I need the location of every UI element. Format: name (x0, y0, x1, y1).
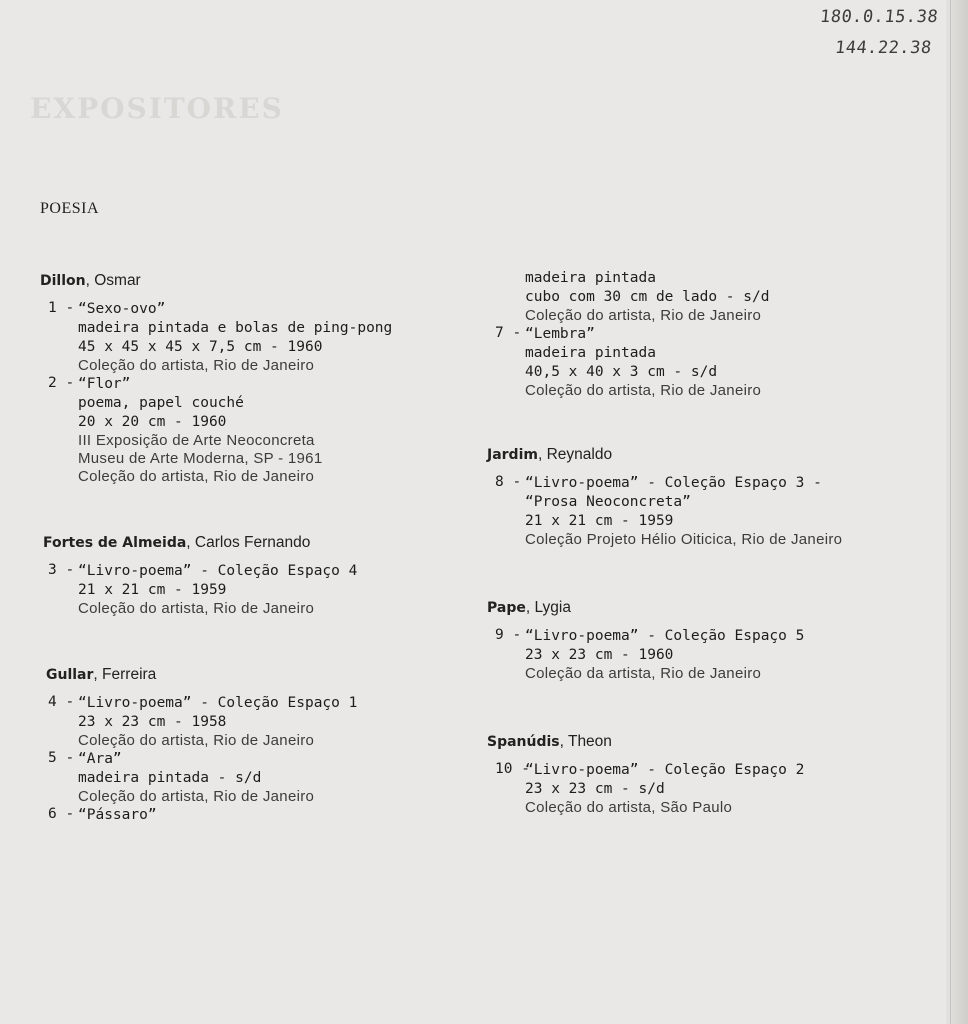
page-edge (946, 0, 968, 1024)
artist-given-name: , Osmar (85, 272, 141, 289)
detail-line: 23 x 23 cm - 1960 (525, 647, 674, 663)
artist-surname: Pape (487, 600, 526, 616)
note-line: Coleção do artista, Rio de Janeiro (78, 788, 315, 805)
detail-line: 40,5 x 40 x 3 cm - s/d (525, 364, 718, 380)
work-title: “Livro-poema” - Coleção Espaço 4 (78, 563, 358, 579)
note-line: Coleção do artista, Rio de Janeiro (78, 468, 315, 485)
handwritten-catalog-number: 180.0.15.38 (818, 7, 940, 27)
detail-line: madeira pintada e bolas de ping-pong (78, 320, 393, 336)
work-title: “Pássaro” (78, 807, 157, 823)
work-number: 9 - (495, 627, 522, 643)
work-entry (40, 806, 470, 825)
work-entry (487, 761, 947, 817)
note-line: Coleção do artista, Rio de Janeiro (525, 382, 762, 399)
work-number: 4 - (48, 694, 75, 710)
artist-given-name: , Carlos Fernando (186, 534, 311, 551)
work-title: “Livro-poema” - Coleção Espaço 2 (525, 762, 805, 778)
section-title: POESIA (40, 200, 100, 217)
handwritten-catalog-number-2: 144.22.38 (834, 38, 934, 58)
work-number: 5 - (48, 750, 75, 766)
note-line: Coleção do artista, Rio de Janeiro (78, 732, 315, 749)
detail-line: madeira pintada (525, 270, 656, 286)
artist-name (487, 733, 947, 751)
work-entry (487, 627, 947, 683)
detail-line: madeira pintada - s/d (78, 770, 262, 786)
faded-heading: EXPOSITORES (30, 92, 284, 125)
work-number: 1 - (48, 300, 75, 316)
note-line: Coleção do artista, Rio de Janeiro (78, 357, 315, 374)
note-line: Coleção Projeto Hélio Oiticica, Rio de Janeiro (525, 531, 843, 548)
artist-name (40, 272, 470, 290)
work-title: “Sexo-ovo” (78, 301, 166, 317)
detail-line: 23 x 23 cm - 1958 (78, 714, 227, 730)
detail-line: cubo com 30 cm de lado - s/d (525, 289, 770, 305)
detail-line: 20 x 20 cm - 1960 (78, 414, 227, 430)
artist-name (46, 666, 470, 684)
work-number: 2 - (48, 375, 75, 391)
work-title: “Livro-poema” - Coleção Espaço 1 (78, 695, 358, 711)
detail-line: “Prosa Neoconcreta” (525, 494, 691, 510)
work-number: 10 - (495, 761, 530, 777)
work-number: 3 - (48, 562, 75, 578)
detail-line: poema, papel couché (78, 395, 244, 411)
work-entry (40, 694, 470, 750)
note-line: III Exposição de Arte Neoconcreta (78, 432, 315, 449)
detail-line: 21 x 21 cm - 1959 (525, 513, 674, 529)
work-title: “Ara” (78, 751, 122, 767)
note-line: Coleção do artista, São Paulo (525, 799, 733, 816)
left-column (40, 272, 470, 825)
note-line: Museu de Arte Moderna, SP - 1961 (78, 450, 323, 467)
right-artists (487, 446, 947, 817)
work-number: 8 - (495, 474, 522, 490)
note-line: Coleção do artista, Rio de Janeiro (525, 307, 762, 324)
artist-name (43, 534, 470, 552)
artist-given-name: , Reynaldo (537, 446, 613, 463)
work-number: 7 - (495, 325, 522, 341)
work-number: 6 - (48, 806, 75, 822)
work-title: “Flor” (78, 376, 131, 392)
work-entry (40, 300, 470, 375)
work-entry (40, 375, 470, 486)
detail-line: 23 x 23 cm - s/d (525, 781, 665, 797)
artist-name (487, 599, 947, 617)
artist-surname: Spanúdis (487, 734, 560, 750)
work-entry (487, 325, 947, 400)
artist-surname: Dillon (40, 273, 86, 289)
work-entry (40, 750, 470, 806)
continuation-entry (487, 269, 947, 325)
detail-line: 21 x 21 cm - 1959 (78, 582, 227, 598)
artist-given-name: , Ferreira (93, 666, 157, 683)
note-line: Coleção do artista, Rio de Janeiro (78, 600, 315, 617)
work-title: “Livro-poema” - Coleção Espaço 5 (525, 628, 805, 644)
artist-given-name: , Lygia (525, 599, 571, 616)
artist-given-name: , Theon (559, 733, 612, 750)
artist-surname: Jardim (487, 447, 538, 463)
work-entry (40, 562, 470, 618)
detail-line: 45 x 45 x 45 x 7,5 cm - 1960 (78, 339, 323, 355)
note-line: Coleção da artista, Rio de Janeiro (525, 665, 762, 682)
artist-surname: Fortes de Almeida (43, 535, 187, 551)
work-title: “Lembra” (525, 326, 595, 342)
artist-name (487, 446, 947, 464)
artist-surname: Gullar (46, 667, 94, 683)
detail-line: madeira pintada (525, 345, 656, 361)
right-column (487, 269, 947, 817)
work-entry (487, 474, 947, 549)
work-title: “Livro-poema” - Coleção Espaço 3 - (525, 475, 822, 491)
